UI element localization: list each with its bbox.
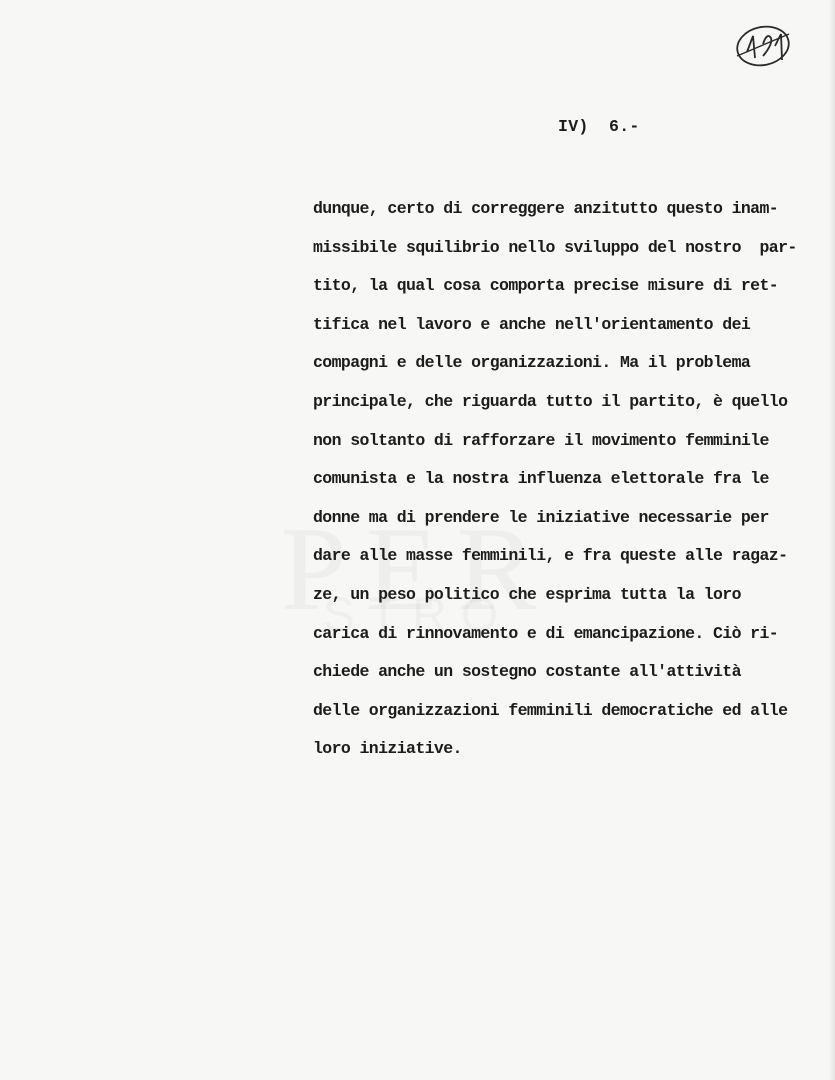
text-line: tifica nel lavoro e anche nell'orientamento dei xyxy=(313,314,751,334)
text-line: donne ma di prendere le iniziative necessarie per xyxy=(313,507,769,527)
text-line: delle organizzazioni femminili democratiche ed alle xyxy=(313,700,788,720)
page-reference: IV) 6.- xyxy=(558,117,640,136)
text-line: compagni e delle organizzazioni. Ma il problema xyxy=(313,353,751,373)
text-line: missibile squilibrio nello sviluppo del nostro par- xyxy=(313,237,797,257)
folio-stamp-drawing xyxy=(733,22,793,70)
text-line: ze, un peso politico che esprima tutta la loro xyxy=(313,584,741,604)
folio-stamp xyxy=(733,22,793,70)
body-paragraph xyxy=(313,196,833,775)
text-line: carica di rinnovamento e di emancipazione. Ciò ri- xyxy=(313,623,779,643)
text-line: tito, la qual cosa comporta precise misure di ret- xyxy=(313,276,779,296)
page-edge xyxy=(829,0,835,1080)
text-line: comunista e la nostra influenza elettorale fra le xyxy=(313,469,769,489)
text-line: principale, che riguarda tutto il partito, è quello xyxy=(313,391,788,411)
text-line: chiede anche un sostegno costante all'attività xyxy=(313,662,741,682)
text-line: non soltanto di rafforzare il movimento femminile xyxy=(313,430,769,450)
text-line: dunque, certo di correggere anzitutto questo inam- xyxy=(313,199,779,218)
text-line: loro iniziative. xyxy=(313,739,462,759)
text-line: dare alle masse femminili, e fra queste alle ragaz- xyxy=(313,546,788,566)
